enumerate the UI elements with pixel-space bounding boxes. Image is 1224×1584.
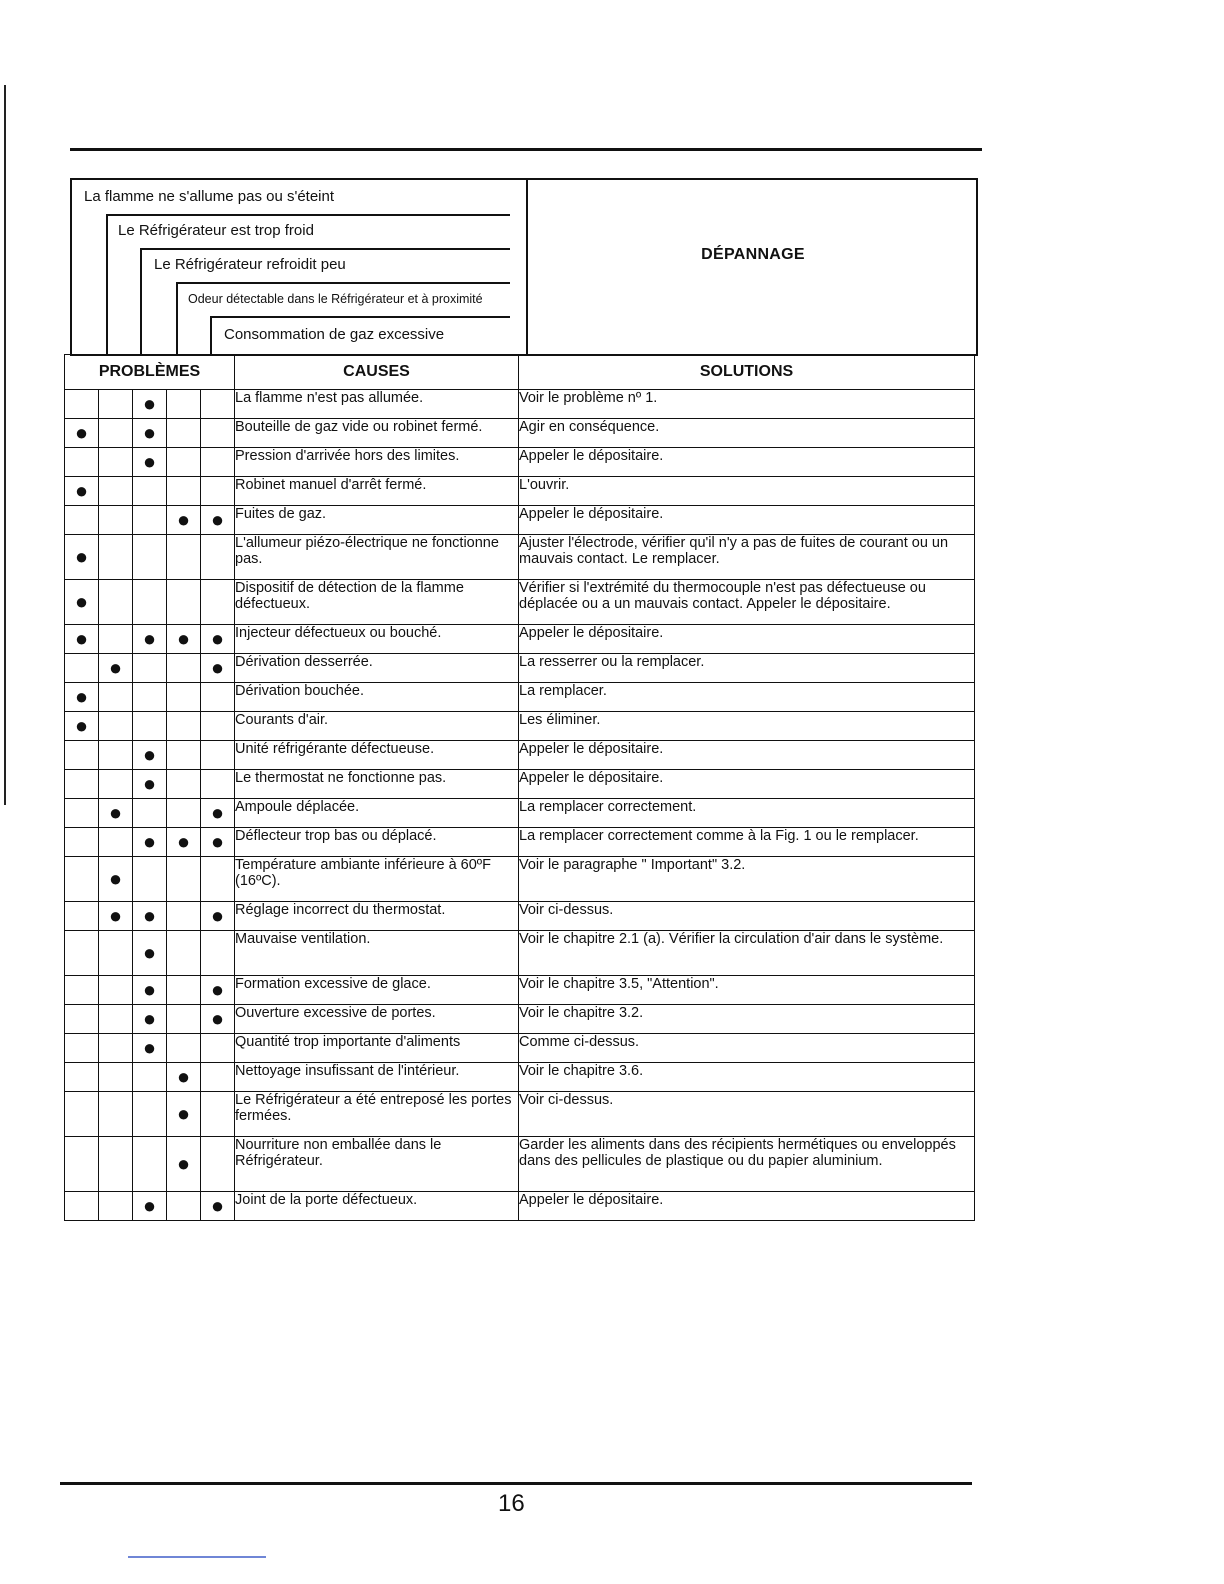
table-body [65, 390, 975, 1221]
problem-cell [167, 1092, 201, 1137]
table-row [65, 1034, 975, 1063]
dot-marker: ● [108, 903, 123, 928]
problem-cell [167, 419, 201, 448]
cause-cell: Joint de la porte défectueux. [235, 1192, 519, 1221]
dot-marker: ● [74, 713, 89, 738]
problem-header [70, 178, 978, 356]
dot-marker: ● [210, 1193, 225, 1218]
problem-cell [201, 390, 235, 419]
problem-cell [99, 799, 133, 828]
table-row [65, 1137, 975, 1192]
problem-cell [99, 1005, 133, 1034]
table-row [65, 1192, 975, 1221]
troubleshooting-table [64, 354, 975, 1221]
solution-cell: Voir le paragraphe " Important" 3.2. [519, 857, 975, 902]
problem-cell [99, 625, 133, 654]
problem-cell [201, 976, 235, 1005]
problem-cell [201, 741, 235, 770]
dot-marker: ● [176, 507, 191, 532]
dot-marker: ● [142, 771, 157, 796]
problem-cell [65, 683, 99, 712]
problem-cell [65, 931, 99, 976]
problem-cell [65, 580, 99, 625]
table-row [65, 1063, 975, 1092]
depannage-title: DÉPANNAGE [701, 246, 805, 263]
problem-cell [201, 506, 235, 535]
problem-label-3: Le Réfrigérateur refroidit peu [154, 256, 346, 273]
solution-cell: Appeler le dépositaire. [519, 770, 975, 799]
bottom-rule [60, 1482, 972, 1485]
problem-cell [133, 931, 167, 976]
dot-marker: ● [142, 742, 157, 767]
cause-cell: Le thermostat ne fonctionne pas. [235, 770, 519, 799]
cause-cell: Bouteille de gaz vide ou robinet fermé. [235, 419, 519, 448]
problem-cell [133, 580, 167, 625]
problem-cell [201, 902, 235, 931]
table-row [65, 931, 975, 976]
problem-cell [201, 857, 235, 902]
table-row [65, 390, 975, 419]
problem-cell [167, 654, 201, 683]
problem-cell [133, 770, 167, 799]
cause-cell: Quantité trop importante d'aliments [235, 1034, 519, 1063]
solution-cell: Voir le chapitre 3.5, "Attention". [519, 976, 975, 1005]
page-number: 16 [498, 1490, 525, 1517]
table-row [65, 857, 975, 902]
problem-cell [201, 1063, 235, 1092]
problem-cell [167, 799, 201, 828]
problem-cell [65, 390, 99, 419]
solution-cell: Les éliminer. [519, 712, 975, 741]
problem-cell [167, 506, 201, 535]
problem-cell [99, 390, 133, 419]
problem-cell [167, 390, 201, 419]
solution-cell: Voir ci-dessus. [519, 902, 975, 931]
problem-cell [167, 683, 201, 712]
solution-cell: Voir ci-dessus. [519, 1092, 975, 1137]
solution-cell: Appeler le dépositaire. [519, 448, 975, 477]
problem-cell [167, 580, 201, 625]
problem-cell [133, 448, 167, 477]
problem-cell [133, 506, 167, 535]
dot-marker: ● [142, 1193, 157, 1218]
problem-cell [201, 625, 235, 654]
problem-cell [133, 477, 167, 506]
problem-cell [65, 419, 99, 448]
table-row [65, 654, 975, 683]
problem-cell [99, 683, 133, 712]
table-row [65, 1092, 975, 1137]
dot-marker: ● [108, 655, 123, 680]
dot-marker: ● [142, 977, 157, 1002]
cause-cell: Fuites de gaz. [235, 506, 519, 535]
cause-cell: La flamme n'est pas allumée. [235, 390, 519, 419]
problem-cell [167, 1005, 201, 1034]
problem-cell [133, 625, 167, 654]
problem-cell [167, 448, 201, 477]
dot-marker: ● [176, 1064, 191, 1089]
problem-cell [99, 654, 133, 683]
problem-cell [133, 828, 167, 857]
problem-divider-1 [106, 214, 510, 216]
table-row [65, 477, 975, 506]
table-header-row [65, 355, 975, 390]
problem-cell [167, 931, 201, 976]
problem-cell [133, 390, 167, 419]
problem-cell [133, 683, 167, 712]
problem-cell [201, 683, 235, 712]
solution-cell: Voir le chapitre 3.2. [519, 1005, 975, 1034]
problem-cell [65, 902, 99, 931]
dot-marker: ● [142, 626, 157, 651]
problemes-header: PROBLÈMES [65, 355, 235, 390]
depannage-panel [526, 178, 978, 356]
problem-label-1: La flamme ne s'allume pas ou s'éteint [84, 188, 335, 205]
cause-cell: Injecteur défectueux ou bouché. [235, 625, 519, 654]
dot-marker: ● [210, 507, 225, 532]
problem-cell [167, 535, 201, 580]
dot-marker: ● [74, 684, 89, 709]
table-row [65, 741, 975, 770]
problem-cell [65, 799, 99, 828]
problem-cell [99, 1063, 133, 1092]
dot-marker: ● [142, 1006, 157, 1031]
problem-cell [201, 770, 235, 799]
table-row [65, 625, 975, 654]
problem-column-line-4 [210, 316, 212, 354]
solution-cell: La remplacer correctement. [519, 799, 975, 828]
problem-column-line-2 [140, 248, 142, 354]
problem-cell [99, 1034, 133, 1063]
cause-cell: Réglage incorrect du thermostat. [235, 902, 519, 931]
dot-marker: ● [142, 829, 157, 854]
cause-cell: Nourriture non emballée dans le Réfrigérateur. [235, 1137, 519, 1192]
problem-cell [133, 1005, 167, 1034]
problem-cell [201, 1137, 235, 1192]
problem-cell [65, 1137, 99, 1192]
problem-label-2: Le Réfrigérateur est trop froid [118, 222, 314, 239]
dot-marker: ● [142, 420, 157, 445]
problem-cell [65, 1005, 99, 1034]
problem-cell [167, 477, 201, 506]
table-row [65, 828, 975, 857]
problem-cell [201, 1005, 235, 1034]
problem-divider-3 [176, 282, 510, 284]
solution-cell: Voir le problème nº 1. [519, 390, 975, 419]
dot-marker: ● [176, 1151, 191, 1176]
problem-cell [65, 741, 99, 770]
cause-cell: Unité réfrigérante défectueuse. [235, 741, 519, 770]
solution-cell: La remplacer. [519, 683, 975, 712]
dot-marker: ● [142, 391, 157, 416]
problem-cell [65, 1063, 99, 1092]
solution-cell: Appeler le dépositaire. [519, 625, 975, 654]
problem-divider-4 [210, 316, 510, 318]
table-row [65, 799, 975, 828]
solution-cell: Appeler le dépositaire. [519, 1192, 975, 1221]
problem-cell [167, 1192, 201, 1221]
solution-cell: L'ouvrir. [519, 477, 975, 506]
cause-cell: Pression d'arrivée hors des limites. [235, 448, 519, 477]
problem-cell [201, 580, 235, 625]
problem-cell [133, 1137, 167, 1192]
dot-marker: ● [176, 829, 191, 854]
cause-cell: Nettoyage insufissant de l'intérieur. [235, 1063, 519, 1092]
problem-cell [99, 506, 133, 535]
problem-cell [133, 712, 167, 741]
solution-cell: La remplacer correctement comme à la Fig. 1 ou le remplacer. [519, 828, 975, 857]
problem-cell [65, 857, 99, 902]
problem-cell [65, 828, 99, 857]
dot-marker: ● [74, 626, 89, 651]
problem-cell [201, 1092, 235, 1137]
dot-marker: ● [142, 1035, 157, 1060]
problem-cell [99, 1192, 133, 1221]
cause-cell: Ouverture excessive de portes. [235, 1005, 519, 1034]
problem-cell [167, 1063, 201, 1092]
problem-cell [133, 419, 167, 448]
dot-marker: ● [74, 544, 89, 569]
problem-cell [167, 770, 201, 799]
problem-cell [99, 448, 133, 477]
cause-cell: Robinet manuel d'arrêt fermé. [235, 477, 519, 506]
problem-cell [99, 976, 133, 1005]
problem-cell [65, 1034, 99, 1063]
table-row [65, 902, 975, 931]
problem-label-4: Odeur détectable dans le Réfrigérateur et à proximité [188, 292, 483, 306]
problem-cell [201, 799, 235, 828]
problem-cell [201, 828, 235, 857]
problem-cell [167, 1137, 201, 1192]
problem-cell [65, 535, 99, 580]
table-row [65, 535, 975, 580]
cause-cell: Dérivation bouchée. [235, 683, 519, 712]
cause-cell: Le Réfrigérateur a été entreposé les portes fermées. [235, 1092, 519, 1137]
dot-marker: ● [176, 626, 191, 651]
problem-cell [167, 1034, 201, 1063]
problem-cell [133, 902, 167, 931]
problem-cell [65, 506, 99, 535]
problem-cell [65, 1192, 99, 1221]
solution-cell: Comme ci-dessus. [519, 1034, 975, 1063]
problem-cell [133, 654, 167, 683]
dot-marker: ● [142, 449, 157, 474]
table-row [65, 448, 975, 477]
problem-divider-2 [140, 248, 510, 250]
dot-marker: ● [142, 903, 157, 928]
problem-cell [167, 976, 201, 1005]
problem-cell [167, 625, 201, 654]
problem-column-line-1 [106, 214, 108, 354]
solution-cell: Voir le chapitre 2.1 (a). Vérifier la circulation d'air dans le système. [519, 931, 975, 976]
cause-cell: Ampoule déplacée. [235, 799, 519, 828]
table-row [65, 1005, 975, 1034]
problem-cell [65, 976, 99, 1005]
table-row [65, 419, 975, 448]
dot-marker: ● [74, 589, 89, 614]
dot-marker: ● [74, 478, 89, 503]
problem-cell [167, 828, 201, 857]
problem-cell [99, 770, 133, 799]
problem-cell [99, 857, 133, 902]
problem-cell [133, 799, 167, 828]
solution-cell: Agir en conséquence. [519, 419, 975, 448]
problem-cell [99, 741, 133, 770]
problem-cell [99, 580, 133, 625]
cause-cell: Mauvaise ventilation. [235, 931, 519, 976]
table-row [65, 506, 975, 535]
problem-cell [201, 1034, 235, 1063]
problem-cell [65, 448, 99, 477]
problem-cell [167, 857, 201, 902]
problem-cell [201, 477, 235, 506]
problem-cell [167, 902, 201, 931]
problem-cell [99, 419, 133, 448]
cause-cell: Formation excessive de glace. [235, 976, 519, 1005]
table-row [65, 976, 975, 1005]
dot-marker: ● [210, 829, 225, 854]
cause-cell: Dispositif de détection de la flamme défectueux. [235, 580, 519, 625]
problem-cell [201, 712, 235, 741]
solution-cell: Voir le chapitre 3.6. [519, 1063, 975, 1092]
solutions-header: SOLUTIONS [519, 355, 975, 390]
table-row [65, 770, 975, 799]
causes-header: CAUSES [235, 355, 519, 390]
table-row [65, 712, 975, 741]
solution-cell: Appeler le dépositaire. [519, 741, 975, 770]
solution-cell: Vérifier si l'extrémité du thermocouple n'est pas défectueuse ou déplacée ou a un mauvais contact. Appeler le dépositaire. [519, 580, 975, 625]
problem-cell [167, 741, 201, 770]
problem-column-line-3 [176, 282, 178, 354]
problem-cell [201, 419, 235, 448]
problem-cell [133, 535, 167, 580]
dot-marker: ● [210, 626, 225, 651]
cause-cell: L'allumeur piézo-électrique ne fonctionne pas. [235, 535, 519, 580]
dot-marker: ● [142, 940, 157, 965]
table-row [65, 683, 975, 712]
problem-label-5: Consommation de gaz excessive [224, 326, 445, 343]
problem-cell [99, 535, 133, 580]
problem-cell [133, 1063, 167, 1092]
dot-marker: ● [108, 800, 123, 825]
blue-underline [128, 1556, 266, 1558]
solution-cell: Ajuster l'électrode, vérifier qu'il n'y a pas de fuites de courant ou un mauvais contact. Le remplacer. [519, 535, 975, 580]
problem-cell [99, 712, 133, 741]
problem-cell [201, 1192, 235, 1221]
solution-cell: Garder les aliments dans des récipients hermétiques ou enveloppés dans des pellicules de plastique ou du papier aluminium. [519, 1137, 975, 1192]
problem-cell [99, 477, 133, 506]
dot-marker: ● [210, 903, 225, 928]
problem-cell [99, 1137, 133, 1192]
problem-cell [65, 1092, 99, 1137]
problem-cell [99, 1092, 133, 1137]
problem-cell [201, 448, 235, 477]
problem-cell [65, 625, 99, 654]
dot-marker: ● [176, 1101, 191, 1126]
problem-cell [99, 828, 133, 857]
problem-cell [65, 654, 99, 683]
solution-cell: La resserrer ou la remplacer. [519, 654, 975, 683]
problem-cell [133, 1192, 167, 1221]
top-rule [70, 148, 982, 151]
problem-cell [99, 902, 133, 931]
cause-cell: Déflecteur trop bas ou déplacé. [235, 828, 519, 857]
problem-cell [133, 857, 167, 902]
problem-cell [201, 535, 235, 580]
problem-cell [99, 931, 133, 976]
problem-cell [65, 712, 99, 741]
problem-cell [133, 1034, 167, 1063]
problem-cell [133, 976, 167, 1005]
dot-marker: ● [108, 866, 123, 891]
problem-cell [201, 654, 235, 683]
solution-cell: Appeler le dépositaire. [519, 506, 975, 535]
problem-cell [167, 712, 201, 741]
cause-cell: Courants d'air. [235, 712, 519, 741]
problem-cell [133, 741, 167, 770]
dot-marker: ● [210, 800, 225, 825]
problem-cell [201, 931, 235, 976]
problem-cell [133, 1092, 167, 1137]
dot-marker: ● [210, 655, 225, 680]
table-row [65, 580, 975, 625]
dot-marker: ● [210, 1006, 225, 1031]
cause-cell: Dérivation desserrée. [235, 654, 519, 683]
scan-edge-mark [4, 85, 6, 805]
dot-marker: ● [74, 420, 89, 445]
problem-cell [65, 770, 99, 799]
dot-marker: ● [210, 977, 225, 1002]
problem-cell [65, 477, 99, 506]
cause-cell: Température ambiante inférieure à 60ºF (16ºC). [235, 857, 519, 902]
